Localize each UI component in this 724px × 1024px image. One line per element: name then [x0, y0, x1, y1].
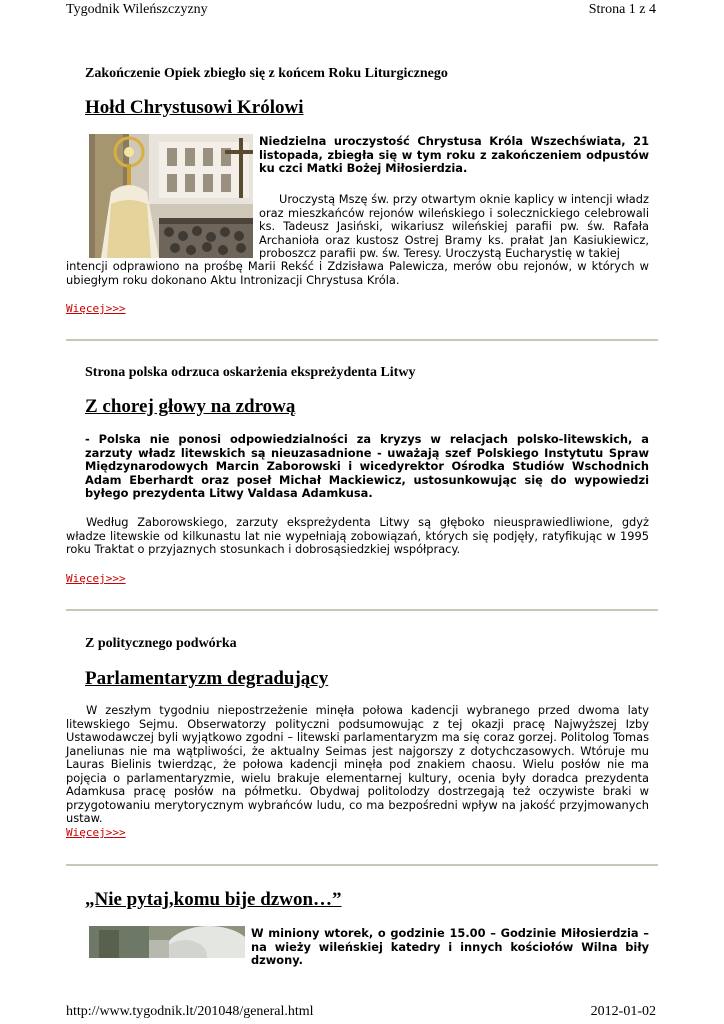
article-4-photo [89, 926, 245, 958]
article-2-lead: - Polska nie ponosi odpowiedzialności za kryzys w relacjach polsko-litewskich, a zarzuty władz litewskich są nieuzasadnione - uważają szef Polskiego Instytutu Spraw Międzynarodowych Marcin Zaborowski i wicedyrektor Ośrodka Studiów Wschodnich Adam Eberhardt oraz poseł Michał Mackiewicz, ustosunkowując się do wypowiedzi byłego prezydenta Litwy Valdasa Adamkusa. [85, 432, 649, 500]
article-2-kicker: Strona polska odrzuca oskarżenia ekspreżydenta Litwy [85, 365, 416, 380]
section-divider [66, 609, 658, 611]
page-header-title: Tygodnik Wileńszczyzny [66, 2, 208, 17]
article-4-lead: W miniony wtorek, o godzinie 15.00 – Godzinie Miłosierdzia – na wieży wileńskiej katedry i innych kościołów Wilna biły dzwony. [251, 926, 649, 967]
print-date: 2012-01-02 [590, 1004, 656, 1019]
article-2-more-link[interactable]: Więcej>>> [66, 572, 126, 585]
article-1-lead: Niedzielna uroczystość Chrystusa Króla Wszechświata, 21 listopada, zbiegła się w tym roku z zakończeniem odpustów ku czci Matki Bożej Miłosierdzia. [259, 134, 649, 175]
article-3-kicker: Z politycznego podwórka [85, 636, 237, 651]
section-divider [66, 339, 658, 341]
article-1-body-top: Uroczystą Mszę św. przy otwartym oknie kaplicy w intencji władz oraz mieszkańców rejonów wileńskiego i solecznickiego celebrowali ks. Tadeusz Jasiński, wikariusz wileńskiej parafii pw. św. Rafała Archanioła oraz kustosz Ostrej Bramy ks. prałat Jan Kasiukiewicz, proboszcz parafii pw. św. Teresy. Uroczystą Eucharystię w takiej [259, 192, 649, 260]
article-1-more-link[interactable]: Więcej>>> [66, 302, 126, 315]
monstrance-procession-image [89, 134, 253, 258]
article-1-photo [89, 134, 253, 258]
article-3-body: W zeszłym tygodniu niepostrzeżenie minęła połowa kadencji wybranego przed dwoma laty litewskiego Sejmu. Obserwatorzy polityczni podsumowując z tej okazji pracę Najwyższej Izby Ustawodawczej byli wyjątkowo zgodni – litewski parlamentaryzm ma się coraz gorzej. Politolog Tomas Janeliunas nie ma wątpliwości, że aktualny Seimas jest najgorszy z dotychczasowych. Wtóruje mu Lauras Bielinis twierdząc, że połowa kadencji minęła pod znakiem chaosu. Wielu posłów nie ma pojęcia o parlamentaryzmie, wielu brakuje elementarnej kultury, ocenia były doradca prezydenta Adamkusa pracę posłów na półmetku. Obydwaj politolodzy dostrzegają też oczywiste braki w przygotowaniu merytorycznym wybrańców ludu, co ma bezpośredni wpływ na jakość przyjmowanych ustaw. [66, 703, 649, 825]
article-2-body: Według Zaborowskiego, zarzuty ekspreżydenta Litwy są głęboko nieusprawiedliwione, gdyż władze litewskie od kilkunastu lat nie wypełniają zobowiązań, których się podjęły, ratyfikując w 1995 roku Traktat o przyjaznych stosunkach i dobrosąsiedzkiej współpracy. [66, 515, 649, 556]
article-1-body-bottom: intencji odprawiono na prośbę Marii Rekść i Zdzisława Palewicza, merów obu rejonów, w których w ubiegłym roku dokonano Aktu Intronizacji Chrystusa Króla. [66, 259, 649, 287]
page-number: Strona 1 z 4 [588, 2, 656, 17]
article-1-kicker: Zakończenie Opiek zbiegło się z końcem Roku Liturgicznego [85, 66, 448, 81]
section-divider [66, 864, 658, 866]
page-url[interactable]: http://www.tygodnik.lt/201048/general.html [66, 1004, 314, 1019]
bell-tower-image [89, 926, 245, 958]
article-2-title[interactable]: Z chorej głowy na zdrową [85, 396, 296, 417]
article-4-title[interactable]: „Nie pytaj,komu bije dzwon…” [85, 889, 342, 910]
article-1-title[interactable]: Hołd Chrystusowi Królowi [85, 97, 304, 118]
article-3-title[interactable]: Parlamentaryzm degradujący [85, 668, 329, 689]
article-3-more-link[interactable]: Więcej>>> [66, 826, 126, 839]
